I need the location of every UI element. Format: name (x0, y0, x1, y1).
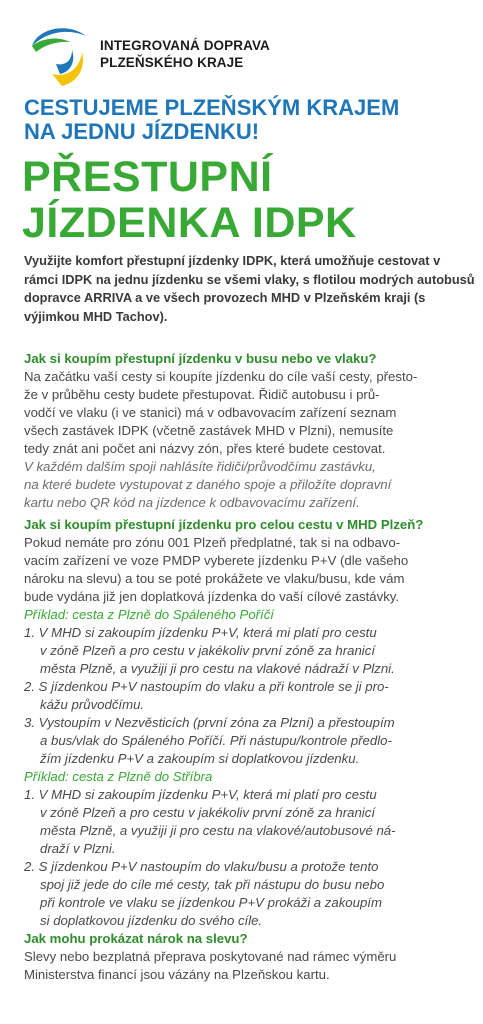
body-line: že v průběhu cesty budete přestupovat. Řidič autobusu i prů- (24, 387, 380, 402)
body-line: Ministerstva financí jsou vázány na Plzeňskou kartu. (24, 967, 330, 982)
org-line-1: INTEGROVANÁ DOPRAVA (100, 38, 270, 53)
list-item-line: 2. S jízdenkou P+V nastoupím do vlaku/busu a protože tento (24, 859, 379, 874)
italic-note-line: na které budete vystupovat z daného spoje a přiložíte dopravní (24, 477, 392, 492)
body-line: vacím zařízení ve voze PMDP vyberete jízdenku P+V (dle vašeho (24, 553, 409, 568)
list-item-line: a bus/vlak do Spáleného Poříčí. Při nástupu/kontrole předlo- (40, 733, 392, 748)
list-item-line: 1. V MHD si zakoupím jízdenku P+V, která mi platí pro cestu (24, 625, 377, 640)
list-item-line: kážu průvodčímu. (40, 697, 145, 712)
body-line: vodčí ve vlaku (i ve stanici) má v odbavovacím zařízení seznam (24, 405, 397, 420)
tagline (24, 96, 474, 144)
list-item-line: při kontrole ve vlaku se jízdenkou P+V prokáži a zakoupím (40, 895, 382, 910)
list-item-line: 3. Vystoupím v Nezvěsticích (první zóna za Plzní) a přestoupím (24, 715, 395, 730)
example-heading: Příklad: cesta z Plzně do Spáleného Poříčí (24, 607, 274, 622)
list-item-line: v zóně Plzeň a pro cestu v jakékoliv první zóně za hranicí (40, 805, 375, 820)
page-title (22, 154, 357, 246)
body-line: Slevy nebo bezplatná přeprava poskytované nad rámec výměru (24, 949, 397, 964)
list-item-line: žím jízdenku P+V a zakoupím si doplatkovou jízdenku. (40, 751, 360, 766)
tagline-line-1: CESTUJEME PLZEŇSKÝM KRAJEM (24, 95, 400, 120)
title-line-2: JÍZDENKA IDPK (22, 199, 357, 247)
body-line: Pokud nemáte pro zónu 001 Plzeň předplatné, tak si na odbavo- (24, 535, 401, 550)
intro-paragraph: Využijte komfort přestupní jízdenky IDPK, která umožňuje cestovat v rámci IDPK na jednu jízdenku se všemi vlaky, s flotilou modrých autobusů dopravce ARRIVA a ve všech provozech MHD v Plzeňském kraji (s výjimkou MHD Tachov). (24, 253, 475, 324)
body-line: Na začátku vaší cesty si koupíte jízdenku do cíle vaší cesty, přesto- (24, 369, 418, 384)
faq-content (24, 350, 476, 984)
idpk-logo-icon (24, 24, 94, 90)
question-heading: Jak si koupím přestupní jízdenku pro celou cestu v MHD Plzeň? (24, 517, 424, 532)
question-heading: Jak mohu prokázat nárok na slevu? (24, 931, 248, 946)
list-item-line: města Plzně, a využiji ji pro cestu na vlakové/autobusové ná- (40, 823, 396, 838)
italic-note-line: kartu nebo QR kód na jízdence k odbavovacímu zařízení. (24, 495, 360, 510)
question-heading: Jak si koupím přestupní jízdenku v busu nebo ve vlaku? (24, 351, 377, 366)
organization-name (100, 37, 270, 71)
list-item-line: města Plzně, a využiji ji pro cestu na vlakové nádraží v Plzni. (40, 661, 395, 676)
list-item-line: 1. V MHD si zakoupím jízdenku P+V, která mi platí pro cestu (24, 787, 377, 802)
body-line: bude vydána již jen doplatková jízdenka do vaší cílové zastávky. (24, 589, 400, 604)
body-line: nároku na slevu) a tou se poté prokážete ve vlaku/busu, kde vám (24, 571, 405, 586)
list-item-line: spoj již jede do cíle mé cesty, tak při nástupu do busu nebo (40, 877, 385, 892)
example-heading: Příklad: cesta z Plzně do Stříbra (24, 769, 213, 784)
list-item-line: draží v Plzni. (40, 841, 116, 856)
title-line-1: PŘESTUPNÍ (22, 153, 273, 201)
italic-note-line: V každém dalším spoji nahlásíte řidiči/průvodčímu zastávku, (24, 459, 376, 474)
tagline-line-2: NA JEDNU JÍZDENKU! (24, 119, 260, 144)
org-line-2: PLZEŇSKÉHO KRAJE (100, 55, 244, 70)
body-line: tedy znát ani počet ani názvy zón, přes které budete cestovat. (24, 441, 386, 456)
list-item-line: 2. S jízdenkou P+V nastoupím do vlaku a při kontrole se ji pro- (24, 679, 389, 694)
body-line: všech zastávek IDPK (včetně zastávek MHD v Plzni), nemusíte (24, 423, 394, 438)
list-item-line: si doplatkovou jízdenku do svého cíle. (40, 913, 263, 928)
list-item-line: v zóně Plzeň a pro cestu v jakékoliv první zóně za hranicí (40, 643, 375, 658)
